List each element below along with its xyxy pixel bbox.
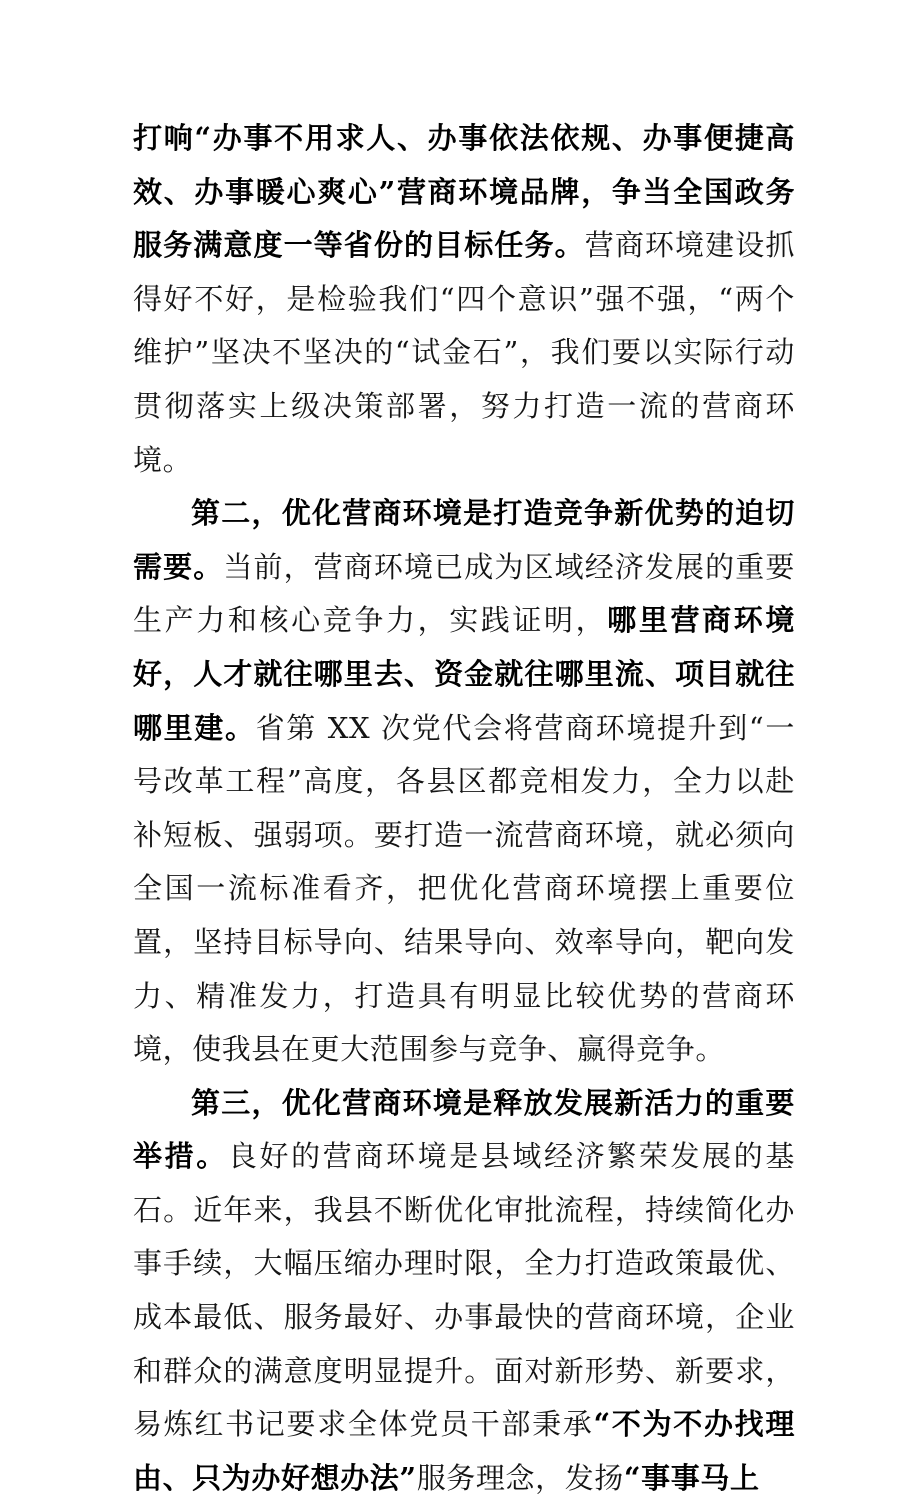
body-text: 当前，营商环境已成为区域经济发展的重要生产力和核心竞争力，实践证明， xyxy=(133,549,795,638)
paragraph-continuation xyxy=(133,112,795,487)
bold-text: “不为不办找理由、只为办好想办法” xyxy=(133,1407,795,1495)
bold-text: 哪里营商环境好，人才就往哪里去、资金就往哪里流、项目就往哪里建。 xyxy=(133,603,795,745)
bold-text: “事事马上 xyxy=(623,1460,760,1495)
body-text: 省第 XX 次党代会将营商环境提升到“一号改革工程”高度，各县区都竞相发力，全力以赴补短板、强弱项。要打造一流营商环境，就必须向全国一流标准看齐，把优化营商环境摆上重要位置，坚持目标导向、结果导向、效率导向，靶向发力、精准发力，打造具有明显比较优势的营商环境，使我县在更大范围参与竞争、赢得竞争。 xyxy=(133,710,795,1067)
bold-text: 第三，优化营商环境是释放发展新活力的重要举措。 xyxy=(133,1085,795,1174)
paragraph-second-point xyxy=(133,487,795,1077)
body-text: 营商环境建设抓得好不好，是检验我们“四个意识”强不强，“两个维护”坚决不坚决的“试金石”，我们要以实际行动贯彻落实上级决策部署，努力打造一流的营商环境。 xyxy=(133,228,795,477)
bold-text: 第二，优化营商环境是打造竞争新优势的迫切需要。 xyxy=(133,496,795,584)
body-text: 服务理念，发扬 xyxy=(416,1460,624,1495)
document-body xyxy=(133,112,795,1505)
body-text: 良好的营商环境是县域经济繁荣发展的基石。近年来，我县不断优化审批流程，持续简化办事手续，大幅压缩办理时限，全力打造政策最优、成本最低、服务最好、办事最快的营商环境，企业和群众的满意度明显提升。面对新形势、新要求，易炼红书记要求全体党员干部秉承 xyxy=(133,1139,795,1442)
paragraph-third-point xyxy=(133,1077,795,1505)
bold-text: 打响“办事不用求人、办事依法依规、办事便捷高效、办事暖心爽心”营商环境品牌，争当全国政务服务满意度一等省份的目标任务。 xyxy=(133,121,795,263)
